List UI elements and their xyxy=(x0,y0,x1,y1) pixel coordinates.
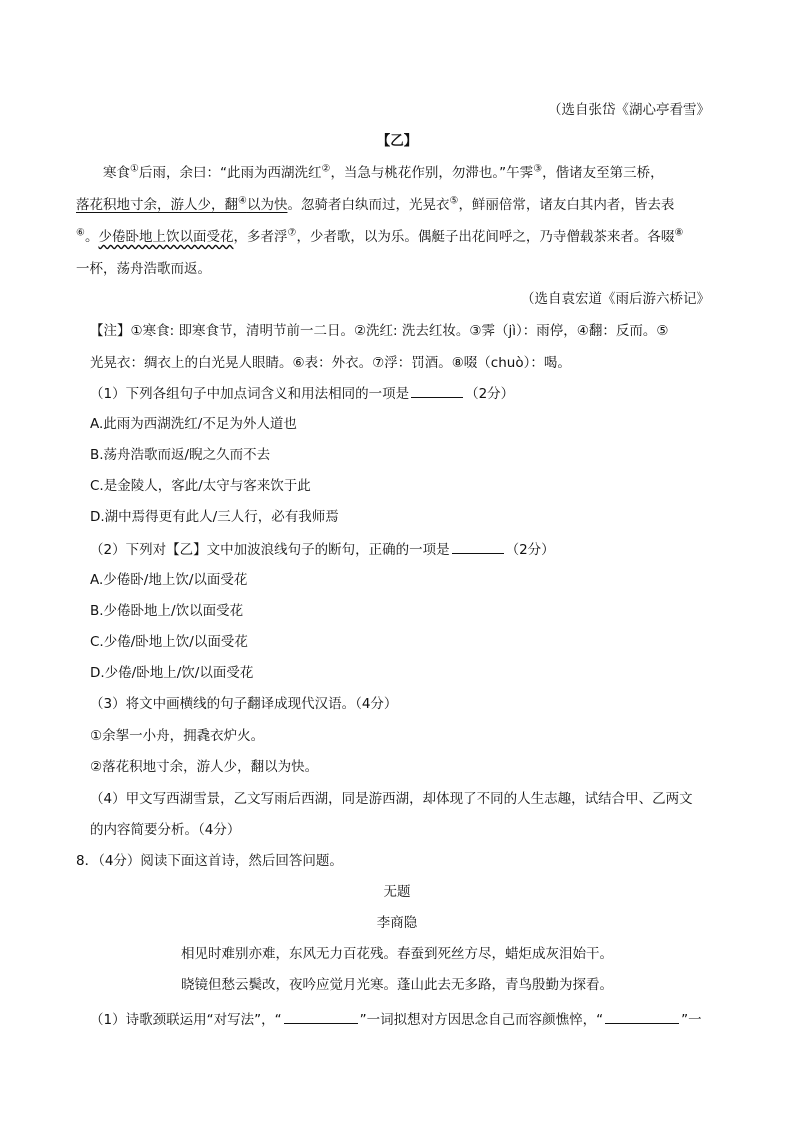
poem-line-1: 相见时难别亦难，东风无力百花残。春蚕到死丝方尽，蜡炬成灰泪始干。 xyxy=(181,946,613,962)
source-jia: （选自张岱《湖心亭看雪》 xyxy=(548,102,710,118)
q3-item-2: ②落花积地寸余，游人少，翻以为快。 xyxy=(90,759,319,775)
q1-option-a: A.此雨为西湖洗红/不足为外人道也 xyxy=(90,416,297,432)
q8-1-stem xyxy=(90,1010,702,1029)
text: （2）下列对【乙】文中加波浪线句子的断句，正确的一项是 xyxy=(90,542,450,558)
answer-blank xyxy=(411,384,463,398)
q4-line-1: （4）甲文写西湖雪景，乙文写雨后西湖，同是游西湖，却体现了不同的人生志趣，试结合甲、乙两文 xyxy=(90,791,693,807)
text: ”一 xyxy=(681,1012,702,1028)
note-mark: ⑤ xyxy=(449,195,459,207)
note-mark: ③ xyxy=(533,163,543,175)
underlined-sentence xyxy=(76,197,287,213)
q1-option-d: D.湖中焉得更有此人/三人行，必有我师焉 xyxy=(90,509,339,525)
text: （2分） xyxy=(505,542,555,558)
q3-item-1: ①余挐一小舟，拥毳衣炉火。 xyxy=(90,728,265,744)
text: （1）诗歌颈联运用“对写法”，“ xyxy=(90,1012,282,1028)
text: ，少者歌，以为乐。偶艇子出花间呼之，乃寺僧载茶来者。各啜 xyxy=(296,229,675,245)
text: ，多者浮 xyxy=(233,229,288,245)
answer-blank xyxy=(605,1010,679,1024)
section-yi-heading: 【乙】 xyxy=(376,133,418,149)
q3-stem: （3）将文中画横线的句子翻译成现代汉语。（4分） xyxy=(90,696,398,712)
q2-option-b: B.少倦卧地上/饮以面受花 xyxy=(90,603,244,619)
q4-line-2: 的内容简要分析。（4分） xyxy=(90,822,241,838)
q2-option-c: C.少倦/卧地上饮/以面受花 xyxy=(90,634,248,650)
text: ，当急与桃花作别，勿滞也。”午霁 xyxy=(330,165,534,181)
note-mark: ⑥ xyxy=(76,227,85,239)
notes-line-2: 光晃衣：绸衣上的白光晃人眼睛。⑥表：外衣。⑦浮：罚酒。⑧啜（chuò）：喝。 xyxy=(90,355,571,371)
text: 落花积地寸余，游人少，翻 xyxy=(76,197,238,213)
text: （1）下列各组句子中加点词含义和用法相同的一项是 xyxy=(90,386,410,402)
q2-option-d: D.少倦/卧地上/饮/以面受花 xyxy=(90,665,254,681)
q2-option-a: A.少倦卧/地上饮/以面受花 xyxy=(90,572,248,588)
text: 。 xyxy=(84,229,99,245)
q1-option-c: C.是金陵人，客此/太守与客来饮于此 xyxy=(90,478,311,494)
q1-option-b: B.荡舟浩歌而返/睨之久而不去 xyxy=(90,447,271,463)
text: ，鲜丽倍常，诸友白其内者，皆去表 xyxy=(458,197,675,213)
text: （2分） xyxy=(465,386,515,402)
q2-stem xyxy=(90,540,555,559)
note-mark: ① xyxy=(130,163,139,175)
note-mark: ⑦ xyxy=(287,227,297,239)
text: 。忽骑者白纨而过，光晃衣 xyxy=(287,197,450,213)
poem-title: 无题 xyxy=(383,884,411,900)
notes-line-1: 【注】①寒食: 即寒食节，清明节前一二日。②洗红: 洗去红妆。③霁（jì）：雨停，④翻：反而。⑤ xyxy=(90,323,669,339)
note-mark: ⑧ xyxy=(674,227,684,239)
answer-blank xyxy=(284,1010,358,1024)
text: ，偕诸友至第三桥， xyxy=(542,165,664,181)
wavy-underlined-sentence: 少倦卧地上饮以面受花 xyxy=(98,229,234,245)
text: 寒食 xyxy=(103,165,130,181)
poem-author: 李商隐 xyxy=(376,915,418,931)
text: 后雨，余曰：“此雨为西湖洗红 xyxy=(138,165,322,181)
note-mark: ④ xyxy=(238,195,247,207)
text: ”一词拟想对方因思念自己而容颜憔悴，“ xyxy=(359,1012,604,1028)
text: 以为快 xyxy=(246,197,288,213)
passage-line-2 xyxy=(76,196,674,214)
q8-stem: 8．（4分）阅读下面这首诗，然后回答问题。 xyxy=(76,853,343,869)
passage-line-3 xyxy=(76,228,683,246)
passage-line-1 xyxy=(103,164,664,182)
poem-line-2: 晓镜但愁云鬓改，夜吟应觉月光寒。蓬山此去无多路，青鸟殷勤为探看。 xyxy=(181,977,613,993)
answer-blank xyxy=(452,540,504,554)
passage-line-4: 一杯，荡舟浩歌而返。 xyxy=(76,261,211,277)
q1-stem xyxy=(90,384,514,403)
note-mark: ② xyxy=(321,163,331,175)
source-yi: （选自袁宏道《雨后游六桥记》 xyxy=(521,291,710,307)
